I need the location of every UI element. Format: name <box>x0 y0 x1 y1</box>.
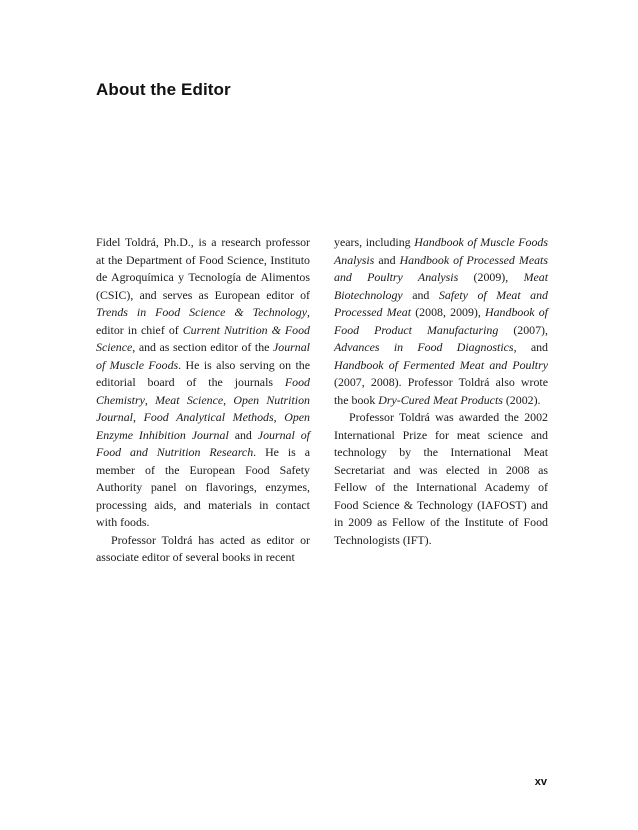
page-number: xv <box>534 776 547 788</box>
italic-title: Journal of Food and Nutrition Research <box>96 427 310 459</box>
italic-title: Meat Science <box>155 392 224 407</box>
italic-title: Handbook of Fermented Meat and Poultry <box>334 357 548 372</box>
italic-title: Dry-Cured Meat Products <box>378 392 503 407</box>
italic-title: Trends in Food Science & Technology <box>96 305 308 319</box>
italic-title: Advances in Food Diagnostics <box>334 340 514 354</box>
italic-title: Meat Biotechnology <box>334 270 548 302</box>
bio-paragraph-3: Professor Toldrá was awarded the 2002 International Prize for meat science and technology by the International Meat Secretariat and was elected in 2008 as Fellow of the International Academy of Food Science & Technology (IAFOST) and in 2009 as Fellow of the Institute of Food Technologists (IFT). <box>334 410 548 547</box>
left-column <box>96 234 310 567</box>
bio-paragraph-1: Fidel Toldrá, Ph.D., is a research professor at the Department of Food Science, Instituto de Agroquímica y Tecnología de Alimentos (CSIC), and serves as European editor of Trends in Food Science & Technology, editor in chief of Current Nutrition & Food Science, and as section editor of the Journal of Muscle Foods. He is also serving on the editorial board of the journals Food Chemistry, Meat Science, Open Nutrition Journal, Food Analytical Methods, Open Enzyme Inhibition Journal and Journal of Food and Nutrition Research. He is a member of the European Food Safety Authority panel on flavorings, enzymes, processing aids, and materials in contact with foods. <box>96 235 311 529</box>
bio-paragraph-2-continued: years, including Handbook of Muscle Foods Analysis and Handbook of Processed Meats and Poultry Analysis (2009), Meat Biotechnology and Safety of Meat and Processed Meat (2008, 2009), Handbook of Food Product Manufacturing (2007), Advances in Food Diagnostics, and Handbook of Fermented Meat and Poultry (2007, 2008). Professor Toldrá also wrote the book Dry-Cured Meat Products (2002). <box>334 235 549 407</box>
page-heading: About the Editor <box>96 80 231 99</box>
italic-title: Open Enzyme Inhibition Journal <box>96 410 310 442</box>
italic-title: Handbook of Processed Meats and Poultry Analysis <box>334 252 548 284</box>
italic-title: Handbook of Muscle Foods Analysis <box>334 235 548 267</box>
italic-title: Food Chemistry <box>96 375 310 407</box>
italic-title: Safety of Meat and Processed Meat <box>334 287 548 319</box>
italic-title: Journal of Muscle Foods <box>96 340 310 372</box>
italic-title: Open Nutrition Journal <box>96 392 310 424</box>
bio-paragraph-2-start: Professor Toldrá has acted as editor or associate editor of several books in recent <box>96 532 310 564</box>
italic-title: Handbook of Food Product Manufacturing <box>334 305 548 337</box>
italic-title: Food Analytical Methods <box>143 410 274 424</box>
right-column <box>334 234 548 549</box>
italic-title: Current Nutrition & Food Science, <box>96 322 310 354</box>
